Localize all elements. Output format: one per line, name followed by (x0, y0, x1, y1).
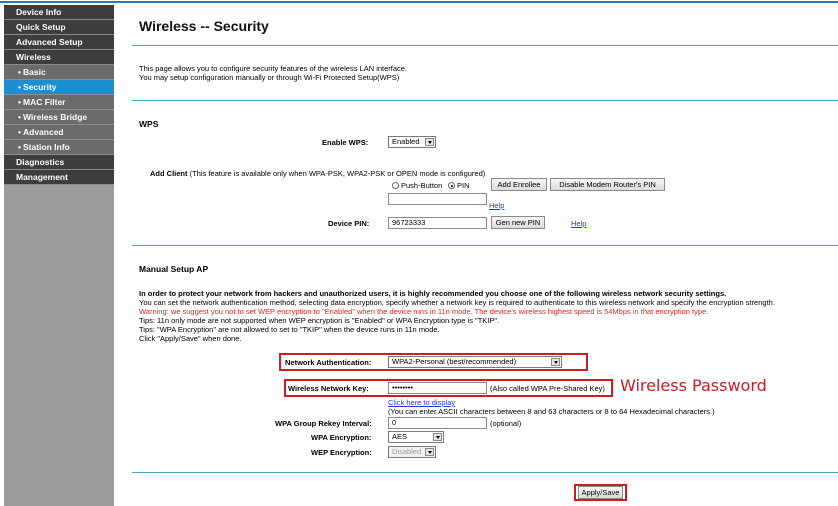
intro-text: This page allows you to configure security features of the wireless LAN interface. (139, 64, 408, 73)
wpa-encryption-value: AES (392, 432, 408, 441)
key-hint-text: (You can enter ASCII characters between 8 and 63 characters or 8 to 64 Hexadecimal characters.) (388, 407, 715, 416)
sidebar-item-management[interactable]: Management (4, 170, 114, 185)
security-warning-text: In order to protect your network from hackers and unauthorized users, it is highly recommended you choose one of the following wireless network security settings. (139, 289, 727, 298)
enable-wps-label: Enable WPS: (322, 138, 369, 147)
sidebar-item-device-info[interactable]: Device Info (4, 5, 114, 20)
sidebar (4, 5, 114, 506)
add-enrollee-button[interactable]: Add Enrollee (491, 178, 547, 191)
network-key-input[interactable]: •••••••• (388, 382, 487, 394)
enable-wps-value: Enabled (392, 137, 420, 146)
wep-encryption-select (388, 446, 436, 458)
intro-text: You may setup configuration manually or through Wi-Fi Protected Setup(WPS) (139, 73, 400, 82)
divider (132, 100, 838, 101)
tip-text: Tips: "WPA Encryption" are not allowed to set to "TKIP" when the device runs in 11n mode. (139, 325, 440, 334)
chevron-down-icon (433, 433, 442, 441)
add-client-label: Add Client (150, 169, 188, 178)
bullet-icon: • (18, 127, 21, 137)
divider (132, 45, 838, 46)
device-pin-field: 96723333 (388, 217, 487, 229)
sidebar-item-label: Basic (22, 67, 46, 77)
pin-input[interactable] (388, 193, 487, 205)
wep-warning-text: Warning: we suggest you not to set WEP encryption to "Enabled" when the device runs in 11n mode. The device's wireless highest speed is 54Mbps in that encryption type. (139, 307, 709, 316)
pin-radio[interactable] (448, 181, 470, 190)
click-to-display-link[interactable]: Click here to display (388, 398, 456, 407)
sidebar-item-label: Advanced (22, 127, 64, 137)
divider (132, 472, 838, 473)
sidebar-item-basic[interactable] (4, 65, 114, 80)
rekey-interval-label: WPA Group Rekey Interval: (275, 419, 372, 428)
bullet-icon: • (18, 67, 21, 77)
wpa-encryption-select[interactable] (388, 431, 444, 443)
sidebar-item-diagnostics[interactable]: Diagnostics (4, 155, 114, 170)
rekey-interval-input[interactable]: 0 (388, 417, 487, 429)
manual-setup-heading: Manual Setup AP (139, 264, 209, 274)
network-auth-select[interactable] (388, 356, 562, 368)
push-button-radio[interactable] (392, 181, 442, 190)
sidebar-item-mac-filter[interactable] (4, 95, 114, 110)
pin-label: PIN (457, 181, 470, 190)
push-button-label: Push-Button (401, 181, 443, 190)
wpa-encryption-label: WPA Encryption: (311, 433, 372, 442)
bullet-icon: • (18, 82, 21, 92)
sidebar-item-label: Security (22, 82, 57, 92)
disable-modem-pin-button[interactable]: Disable Modem Router's PIN (550, 178, 665, 191)
chevron-down-icon (425, 448, 434, 456)
help-link[interactable]: Help (571, 219, 587, 228)
sidebar-item-station-info[interactable] (4, 140, 114, 155)
tip-text: Click "Apply/Save" when done. (139, 334, 242, 343)
radio-icon (392, 182, 399, 189)
sidebar-item-label: MAC Filter (22, 97, 66, 107)
main-content (114, 5, 838, 506)
add-client-text (150, 169, 485, 178)
divider (132, 245, 838, 246)
bullet-icon: • (18, 97, 21, 107)
enable-wps-select[interactable] (388, 136, 436, 148)
network-auth-label: Network Authentication: (285, 358, 372, 367)
bullet-icon: • (18, 112, 21, 122)
bullet-icon: • (18, 142, 21, 152)
network-key-label: Wireless Network Key: (288, 384, 369, 393)
sidebar-item-label: Wireless Bridge (22, 112, 88, 122)
page-title: Wireless -- Security (139, 18, 269, 34)
chevron-down-icon (551, 358, 560, 366)
apply-save-button[interactable]: Apply/Save (578, 486, 623, 499)
wireless-password-annotation: Wireless Password (620, 376, 767, 395)
wps-heading: WPS (139, 119, 159, 129)
rekey-note-text: (optional) (490, 419, 522, 428)
sidebar-item-security[interactable] (4, 80, 114, 95)
wep-encryption-value: Disabled (392, 447, 422, 456)
tip-text: Tips: 11n only mode are not supported when WEP encryption is "Enabled" or WPA Encryption type is "TKIP". (139, 316, 500, 325)
chevron-down-icon (425, 138, 434, 146)
wep-encryption-label: WEP Encryption: (311, 448, 372, 457)
network-auth-value: WPA2-Personal (best/recommended) (392, 357, 517, 366)
device-pin-label: Device PIN: (328, 219, 370, 228)
sidebar-item-advanced[interactable] (4, 125, 114, 140)
help-link[interactable]: Help (489, 201, 505, 210)
top-accent-line (0, 1, 838, 3)
sidebar-item-wireless[interactable]: Wireless (4, 50, 114, 65)
sidebar-item-wireless-bridge[interactable] (4, 110, 114, 125)
gen-new-pin-button[interactable]: Gen new PIN (491, 216, 545, 229)
sidebar-item-quick-setup[interactable]: Quick Setup (4, 20, 114, 35)
add-client-note: (This feature is available only when WPA-PSK, WPA2-PSK or OPEN mode is configured) (189, 169, 486, 178)
sidebar-item-advanced-setup[interactable]: Advanced Setup (4, 35, 114, 50)
key-note-text: (Also called WPA Pre-Shared Key) (490, 384, 605, 393)
sidebar-item-label: Station Info (22, 142, 70, 152)
radio-selected-icon (448, 182, 455, 189)
auth-description-text: You can set the network authentication method, selecting data encryption, specify whether a network key is required to authenticate to this wireless network and specify the encryption strength. (139, 298, 775, 307)
